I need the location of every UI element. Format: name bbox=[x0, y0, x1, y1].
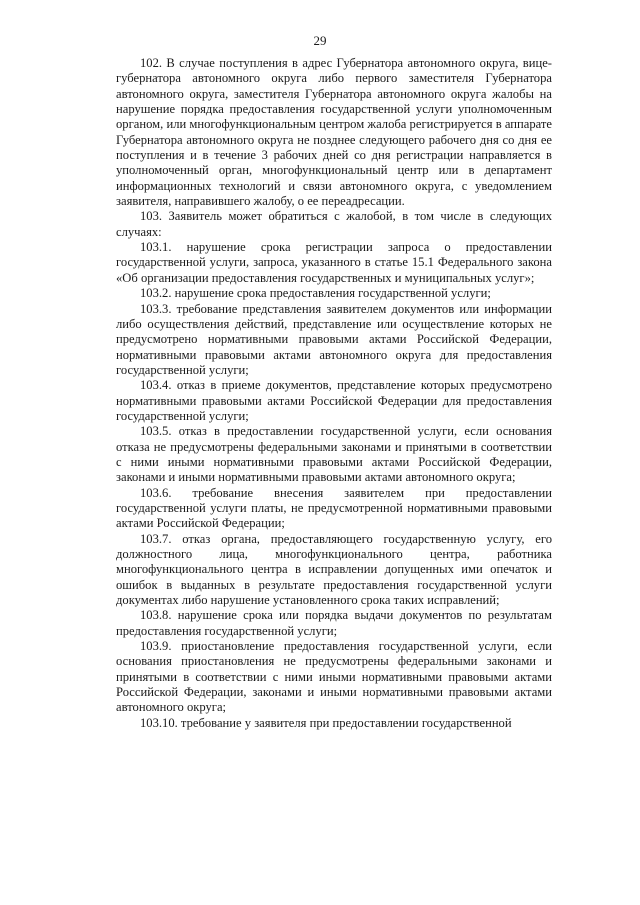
paragraph-103-10: 103.10. требование у заявителя при предоставлении государственной bbox=[140, 715, 512, 730]
paragraph-103-8: 103.8. нарушение срока или порядка выдачи документов по результатам предоставления государственной услуги; bbox=[116, 608, 552, 638]
paragraph-103-6: 103.6. требование внесения заявителем при предоставлении государственной услуги платы, не предусмотренной нормативными правовыми актами Российской Федерации; bbox=[116, 485, 552, 531]
paragraph-103-2: 103.2. нарушение срока предоставления государственной услуги; bbox=[140, 286, 491, 301]
paragraph-103: 103. Заявитель может обратиться с жалобой, в том числе в следующих случаях: bbox=[116, 209, 552, 239]
paragraph-103-1: 103.1. нарушение срока регистрации запроса о предоставлении государственной услуги, запроса, указанного в статье 15.1 Федерального закона «Об организации предоставления государственных и муниципальных услуг»; bbox=[116, 240, 552, 285]
paragraph-103-4: 103.4. отказ в приеме документов, представление которых предусмотрено нормативными правовыми актами Российской Федерации для предоставления государственной услуги; bbox=[116, 378, 552, 423]
paragraph-103-3: 103.3. требование представления заявителем документов или информации либо осуществления действий, представление или осуществление которых не предусмотрено нормативными правовыми актами Российской Федерации, нормативными правовыми актами автономного округа для предоставления государственной услуги; bbox=[116, 301, 552, 377]
paragraph-103-5: 103.5. отказ в предоставлении государственной услуги, если основания отказа не предусмотрены федеральными законами и принятыми в соответствии с ними иными нормативными правовыми актами Российской Федерации, законами и иными нормативными правовыми актами автономного округа; bbox=[116, 424, 552, 485]
paragraph-103-7: 103.7. отказ органа, предоставляющего государственную услугу, его должностного лица, многофункционального центра, работника многофункционального центра в исправлении допущенных ими опечаток и ошибок в выданных в результате предоставления государственной услуги документах либо нарушение установленного срока таких исправлений; bbox=[116, 531, 552, 608]
page-number: 29 bbox=[313, 33, 327, 48]
paragraph-103-9: 103.9. приостановление предоставления государственной услуги, если основания приостановления не предусмотрены федеральными законами и принятыми в соответствии с ними иными нормативными правовыми актами Российской Федерации, законами и иными нормативными правовыми актами автономного округа; bbox=[116, 639, 552, 715]
paragraph-102: 102. В случае поступления в адрес Губернатора автономного округа, вице-губернатора автономного округа либо первого заместителя Губернатора автономного округа, заместителя Губернатора автономного округа жалобы на нарушение порядка предоставления государственной услуги уполномоченным органом, или многофункциональным центром жалоба регистрируется в аппарате Губернатора автономного округа не позднее следующего рабочего дня со дня ее поступления и в течение 3 рабочих дней со дня регистрации направляется в уполномоченный орган, многофункциональный центр или в департамент информационных технологий и связи автономного округа, с уведомлением заявителя, направившего жалобу, о ее переадресации. bbox=[116, 56, 552, 209]
document-body bbox=[116, 56, 552, 731]
